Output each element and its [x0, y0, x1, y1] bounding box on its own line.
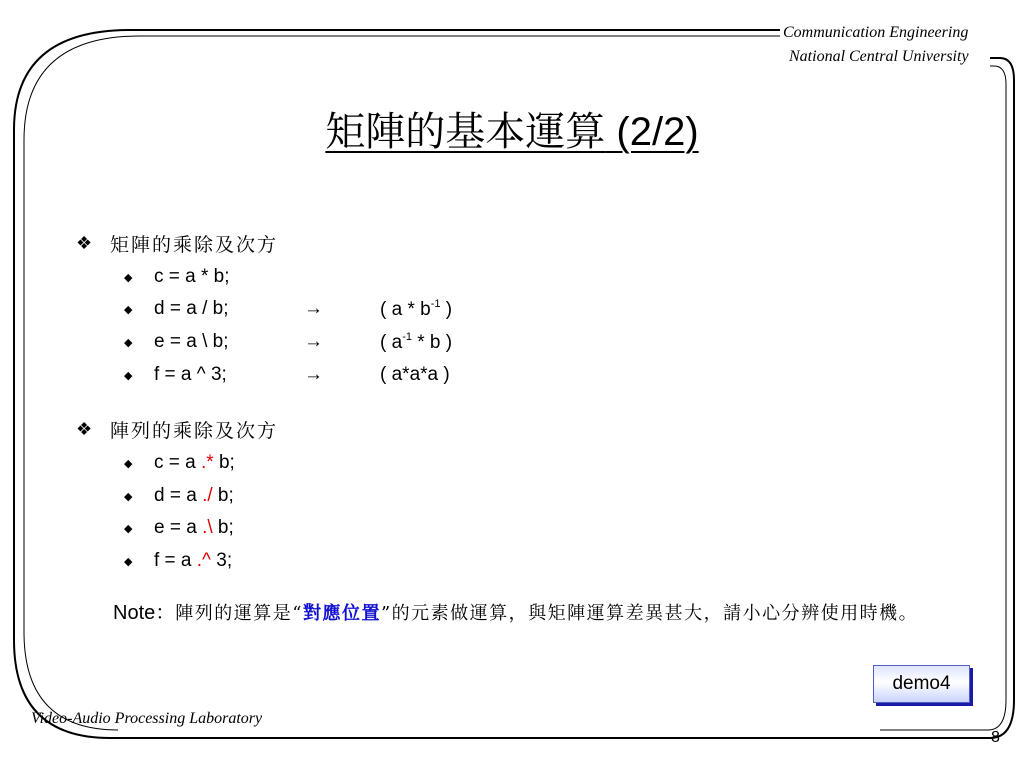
note-text: ”的元素做運算，與矩陣運算差異甚大，請小心分辨使用時機。	[380, 603, 919, 624]
right-arrow-icon: →	[304, 298, 323, 319]
right-arrow-icon: →	[304, 331, 323, 352]
equivalent-expression: ( a*a*a )	[380, 364, 450, 385]
expression: c = a .* b;	[154, 452, 235, 473]
demo-button[interactable]: demo4	[873, 665, 970, 703]
expression: f = a .^ 3;	[154, 550, 233, 571]
page-number: 8	[991, 729, 1000, 746]
expression: e = a \ b;	[154, 331, 229, 352]
operator: .^	[196, 550, 211, 571]
diamond-icon: ◆	[124, 271, 133, 284]
note-highlight: 對應位置	[302, 603, 381, 624]
list-item	[124, 484, 234, 508]
section-heading-text: 陣列的乘除及次方	[110, 420, 279, 442]
title-cjk: 矩陣的基本運算	[325, 109, 606, 155]
title-part: (2/2)	[605, 110, 699, 154]
diamond-icon: ◆	[124, 457, 133, 470]
right-arrow-icon: →	[304, 364, 323, 385]
diamond-icon: ◆	[124, 490, 133, 503]
operator: .*	[201, 452, 214, 473]
operator: ./	[202, 485, 213, 506]
equivalent-expression: ( $a^{-1}$ * b )	[380, 330, 453, 353]
list-item	[124, 451, 235, 475]
list-item	[124, 297, 452, 321]
four-diamond-icon: ❖	[76, 419, 93, 439]
page-title	[0, 100, 1024, 157]
note-label: Note：	[113, 602, 176, 624]
section-heading-matrix	[76, 230, 278, 257]
expression: e = a .\ b;	[154, 517, 234, 538]
four-diamond-icon: ❖	[76, 233, 93, 253]
diamond-icon: ◆	[124, 369, 133, 382]
section-heading-array	[76, 416, 278, 443]
expression: f = a ^ 3;	[154, 364, 227, 385]
list-item	[124, 516, 234, 540]
diamond-icon: ◆	[124, 522, 133, 535]
diamond-icon: ◆	[124, 555, 133, 568]
list-item	[124, 330, 452, 354]
header-university: National Central University	[789, 48, 969, 65]
diamond-icon: ◆	[124, 336, 133, 349]
note-text: 陣列的運算是“	[175, 603, 303, 624]
list-item	[124, 265, 304, 289]
header-department: Communication Engineering	[783, 24, 969, 41]
list-item	[124, 549, 232, 573]
operator: .\	[202, 517, 213, 538]
diamond-icon: ◆	[124, 303, 133, 316]
expression: c = a * b;	[154, 266, 230, 287]
list-item	[124, 363, 450, 387]
equivalent-expression: ( a * $b^{-1}$ )	[380, 297, 453, 320]
footer-lab-name: Video-Audio Processing Laboratory	[31, 710, 263, 727]
note-paragraph	[113, 600, 973, 627]
expression: d = a ./ b;	[154, 485, 234, 506]
expression: d = a / b;	[154, 298, 229, 319]
section-heading-text: 矩陣的乘除及次方	[110, 234, 279, 256]
